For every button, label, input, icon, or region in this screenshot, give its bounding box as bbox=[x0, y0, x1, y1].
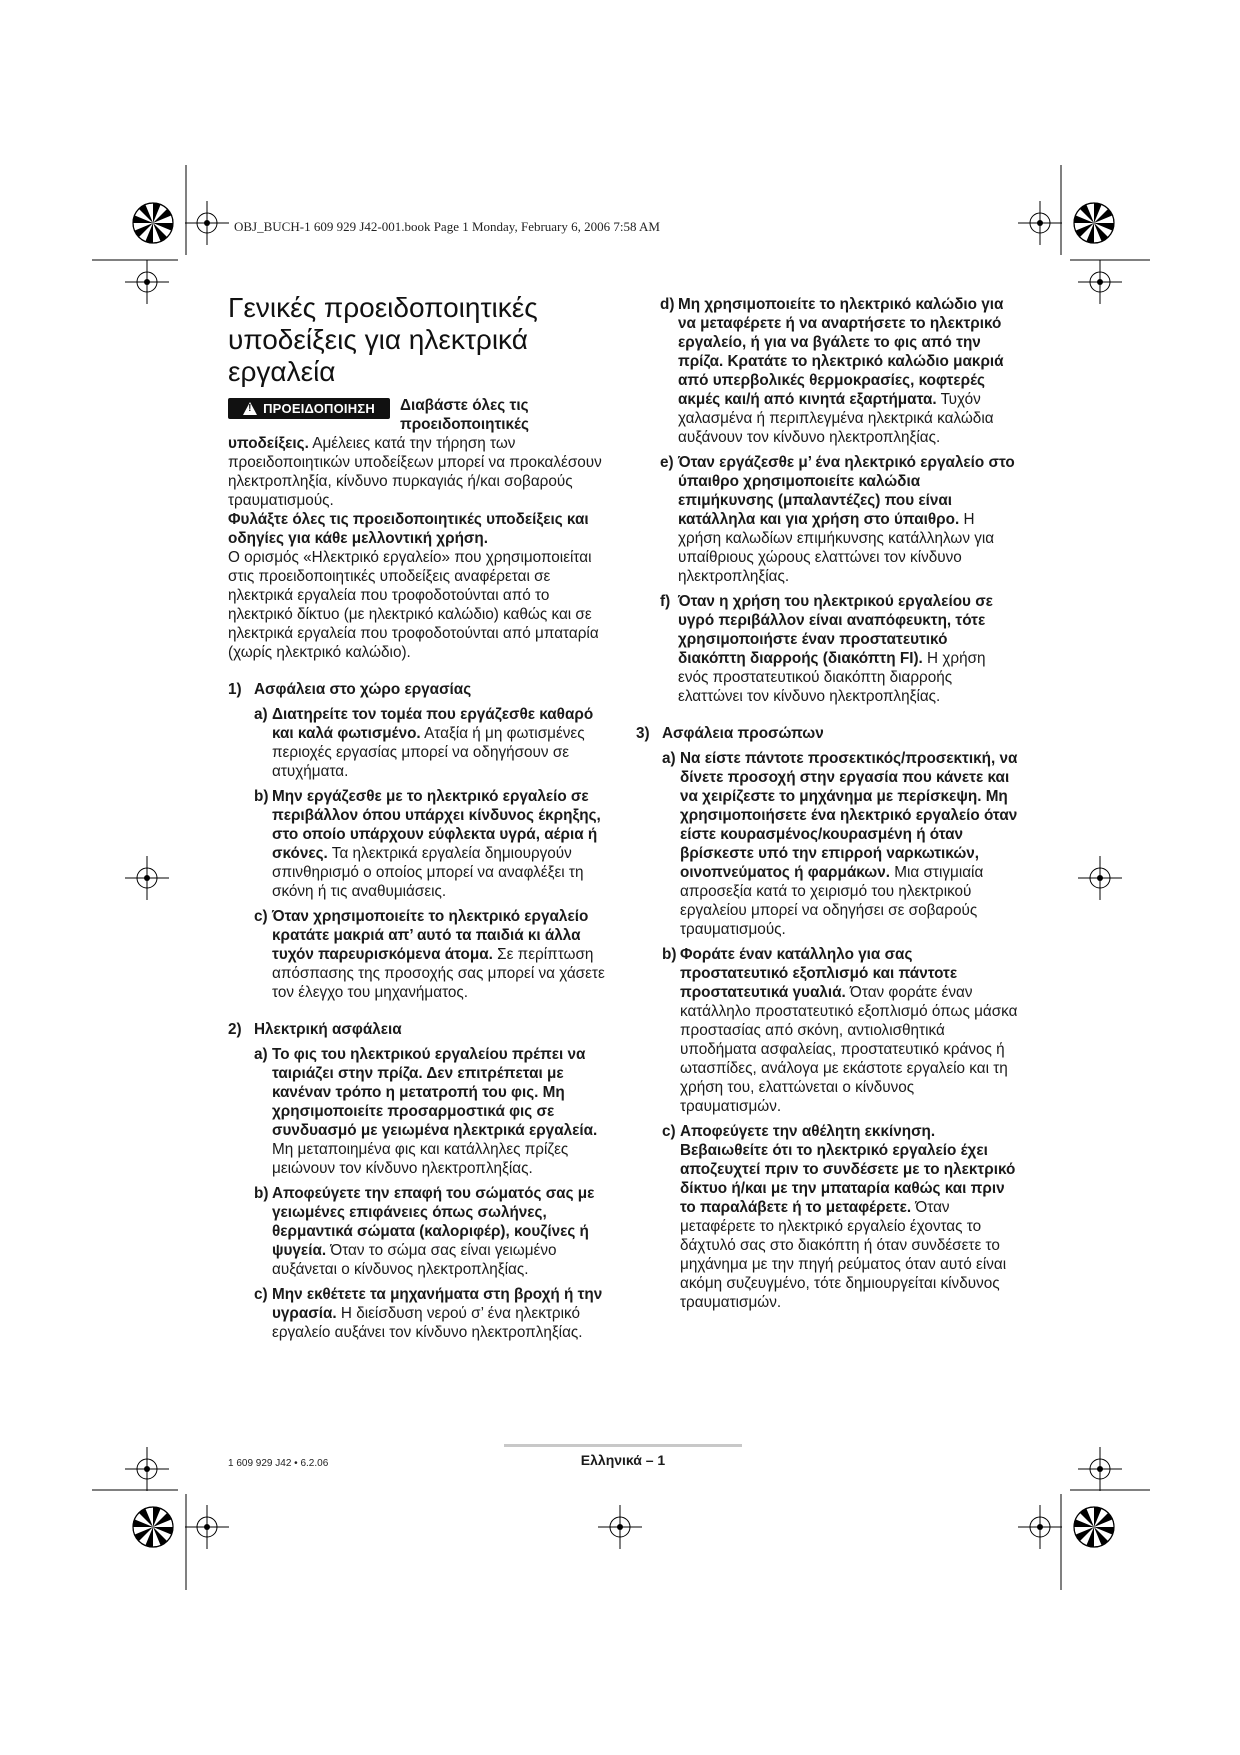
print-header: OBJ_BUCH-1 609 929 J42-001.book Page 1 Monday, February 6, 2006 7:58 AM bbox=[234, 219, 660, 234]
warning-block bbox=[228, 396, 608, 662]
warning-lead-2: προειδοποιητικές bbox=[400, 416, 529, 433]
section-number: 3) bbox=[636, 725, 650, 742]
warning-keep-instructions: Φυλάξτε όλες τις προειδοποιητικές υποδείξεις και οδηγίες για κάθε μελλοντική χρήση. bbox=[228, 511, 589, 547]
crop-crosshair bbox=[185, 201, 229, 245]
warning-badge bbox=[228, 398, 390, 419]
section-title: Ασφάλεια προσώπων bbox=[662, 725, 824, 742]
section-work-area-safety bbox=[228, 680, 608, 1002]
crop-crosshair bbox=[1078, 260, 1122, 304]
warning-lead-1: Διαβάστε όλες τις bbox=[400, 397, 529, 414]
section-title: Ηλεκτρική ασφάλεια bbox=[254, 1021, 402, 1038]
crop-crosshair bbox=[125, 260, 169, 304]
crop-crosshair bbox=[125, 1447, 169, 1491]
page-title: Γενικές προειδοποιητικές υποδείξεις για ηλεκτρικά εργαλεία bbox=[228, 292, 538, 387]
crop-crosshair bbox=[1078, 1447, 1122, 1491]
left-column bbox=[228, 396, 608, 1342]
section-personal-safety bbox=[636, 724, 1018, 1312]
list-item: d) Μη χρησιμοποιείτε το ηλεκτρικό καλώδιο για να μεταφέρετε ή να αναρτήσετε το ηλεκτρικό εργαλείο, ή για να βγάλετε το φις από την πρίζα. Κρατάτε το ηλεκτρικό καλώδιο μακριά από υπερβολικές θερμοκρασίες, κοφτερές ακμές και/ή από κινητά εξαρτήματα. Τυχόν χαλασμένα ή περιπλεγμένα ηλεκτρικά καλώδια αυξάνουν τον κίνδυνο ηλεκτροπληξίας. bbox=[660, 296, 1004, 446]
section-electrical-safety bbox=[228, 1020, 608, 1342]
crop-crosshair bbox=[1018, 201, 1062, 245]
star-mark-bottom-left bbox=[133, 1507, 173, 1547]
footer-divider bbox=[504, 1444, 742, 1447]
page-number: Ελληνικά – 1 bbox=[580, 1452, 666, 1468]
power-tool-definition: Ο ορισμός «Ηλεκτρικό εργαλείο» που χρησιμοποιείται στις προειδοποιητικές υποδείξεις αναφέρεται σε ηλεκτρικά εργαλεία που τροφοδοτούνται από το ηλεκτρικό δίκτυο (με ηλεκτρικό καλώδιο) καθώς και σε ηλεκτρικά εργαλεία που τροφοδοτούνται από μπαταρία (χωρίς ηλεκτρικό καλώδιο). bbox=[228, 549, 599, 661]
list-item: a) Να είστε πάντοτε προσεκτικός/προσεκτική, να δίνετε προσοχή στην εργασία που κάνετε και να χειρίζεστε το μηχάνημα με περίσκεψη. Μη χρησιμοποιήσετε ένα ηλεκτρικό εργαλείο όταν είστε κουρασμένος/κουρασμένη ή όταν βρίσκεστε υπό την επιρροή ναρκωτικών, οινοπνεύματος ή φαρμάκων. Μια στιγμιαία απροσεξία κατά το χειρισμό του ηλεκτρικού εργαλείου μπορεί να οδηγήσει σε σοβαρούς τραυματισμούς. bbox=[662, 750, 1018, 938]
star-mark-top-left bbox=[133, 203, 173, 243]
list-item: c) Μην εκθέτετε τα μηχανήματα στη βροχή ή την υγρασία. Η διείσδυση νερού σ’ ένα ηλεκτρικό εργαλείο αυξάνει τον κίνδυνο ηλεκτροπληξίας. bbox=[254, 1286, 603, 1341]
star-mark-bottom-right bbox=[1074, 1507, 1114, 1547]
list-item: b) Φοράτε έναν κατάλληλο για σας προστατευτικό εξοπλισμό και πάντοτε προστατευτικά γυαλιά. Όταν φοράτε έναν κατάλληλο προστατευτικό εξοπλισμό όπως μάσκα προστασίας από σκόνη, αντιολισθητικά υποδήματα ασφαλείας, προστατευτικό κράνος ή ωτασπίδες, ανάλογα με εκάστοτε εργαλείο και τη χρήση του, ελαττώνεται ο κίνδυνος τραυματισμών. bbox=[662, 946, 1018, 1115]
crop-crosshair bbox=[1078, 856, 1122, 900]
star-mark-top-right bbox=[1074, 203, 1114, 243]
list-item: b) Αποφεύγετε την επαφή του σώματός σας με γειωμένες επιφάνειες όπως σωλήνες, θερμαντικά σώματα (καλοριφέρ), κουζίνες ή ψυγεία. Όταν το σώμα σας είναι γειωμένο αυξάνεται ο κίνδυνος ηλεκτροπληξίας. bbox=[254, 1185, 595, 1278]
list-item: f) Όταν η χρήση του ηλεκτρικού εργαλείου σε υγρό περιβάλλον είναι αναπόφευκτη, τότε χρησιμοποιήστε έναν προστατευτικό διακόπτη διαρροής (διακόπτη FI). Η χρήση ενός προστατευτικού διακόπτη διαρροής ελαττώνει τον κίνδυνο ηλεκτροπληξίας. bbox=[660, 593, 993, 705]
warning-lead-3: υποδείξεις. bbox=[228, 435, 309, 452]
list-item: b) Μην εργάζεσθε με το ηλεκτρικό εργαλείο σε περιβάλλον όπου υπάρχει κίνδυνος έκρηξης, στο οποίο υπάρχουν εύφλεκτα υγρά, αέρια ή σκόνες. Τα ηλεκτρικά εργαλεία δημιουργούν σπινθηρισμό ο οποίος μπορεί να αναφλέξει τη σκόνη ή τις αναθυμιάσεις. bbox=[254, 788, 601, 900]
section-number: 2) bbox=[228, 1021, 242, 1038]
list-item: e) Όταν εργάζεσθε μ’ ένα ηλεκτρικό εργαλείο στο ύπαιθρο χρησιμοποιείτε καλώδια επιμήκυνσης (μπαλαντέζες) που είναι κατάλληλα και για χρήση στο ύπαιθρο. Η χρήση καλωδίων επιμήκυνσης κατάλληλων για υπαίθριους χώρους ελαττώνει τον κίνδυνο ηλεκτροπληξίας. bbox=[660, 454, 1015, 585]
list-item: c) Αποφεύγετε την αθέλητη εκκίνηση. Βεβαιωθείτε ότι το ηλεκτρικό εργαλείο έχει αποζευχτεί πριν το συνδέσετε με το ηλεκτρικό δίκτυο ή/και με την μπαταρία καθώς και πριν το παραλάβετε ή το μεταφέρετε. Όταν μεταφέρετε το ηλεκτρικό εργαλείο έχοντας το δάχτυλό σας στο διακόπτη ή όταν συνδέσετε το μηχάνημα με την πηγή ρεύματος όταν αυτό είναι ακόμη συζευγμένο, τότε δημιουργείται κίνδυνος τραυματισμών. bbox=[662, 1123, 1016, 1311]
section-number: 1) bbox=[228, 681, 242, 698]
list-item: a) Διατηρείτε τον τομέα που εργάζεσθε καθαρό και καλά φωτισμένο. Αταξία ή μη φωτισμένες περιοχές εργασίας μπορεί να οδηγήσουν σε ατυχήματα. bbox=[254, 706, 594, 780]
crop-crosshair bbox=[1018, 1505, 1062, 1549]
crop-crosshair bbox=[125, 856, 169, 900]
document-code: 1 609 929 J42 • 6.2.06 bbox=[228, 1458, 329, 1469]
right-column bbox=[636, 295, 1018, 1312]
crop-crosshair bbox=[185, 1505, 229, 1549]
warning-badge-label: ΠΡΟΕΙΔΟΠΟΙΗΣΗ bbox=[263, 401, 375, 416]
warning-lead-text: Αμέλειες κατά την τήρηση των προειδοποιητικών υποδείξεων μπορεί να προκαλέσουν ηλεκτροπληξία, κίνδυνο πυρκαγιάς ή/και σοβαρούς τραυματισμούς. bbox=[228, 435, 602, 509]
section-title: Ασφάλεια στο χώρο εργασίας bbox=[254, 681, 472, 698]
warning-triangle-icon bbox=[243, 402, 257, 415]
crop-crosshair bbox=[598, 1505, 642, 1549]
list-item: a) Το φις του ηλεκτρικού εργαλείου πρέπει να ταιριάζει στην πρίζα. Δεν επιτρέπεται με κανέναν τρόπο η μετατροπή του φις. Μη χρησιμοποιείτε προσαρμοστικά φις σε συνδυασμό με γειωμένα ηλεκτρικά εργαλεία. Μη μεταποιημένα φις και κατάλληλες πρίζες μειώνουν τον κίνδυνο ηλεκτροπληξίας. bbox=[254, 1046, 598, 1177]
list-item: c) Όταν χρησιμοποιείτε το ηλεκτρικό εργαλείο κρατάτε μακριά απ’ αυτό τα παιδιά κι άλλα τυχόν παρευρισκόμενα άτομα. Σε περίπτωση απόσπασης της προσοχής σας μπορεί να χάσετε τον έλεγχο του μηχανήματος. bbox=[254, 908, 605, 1001]
